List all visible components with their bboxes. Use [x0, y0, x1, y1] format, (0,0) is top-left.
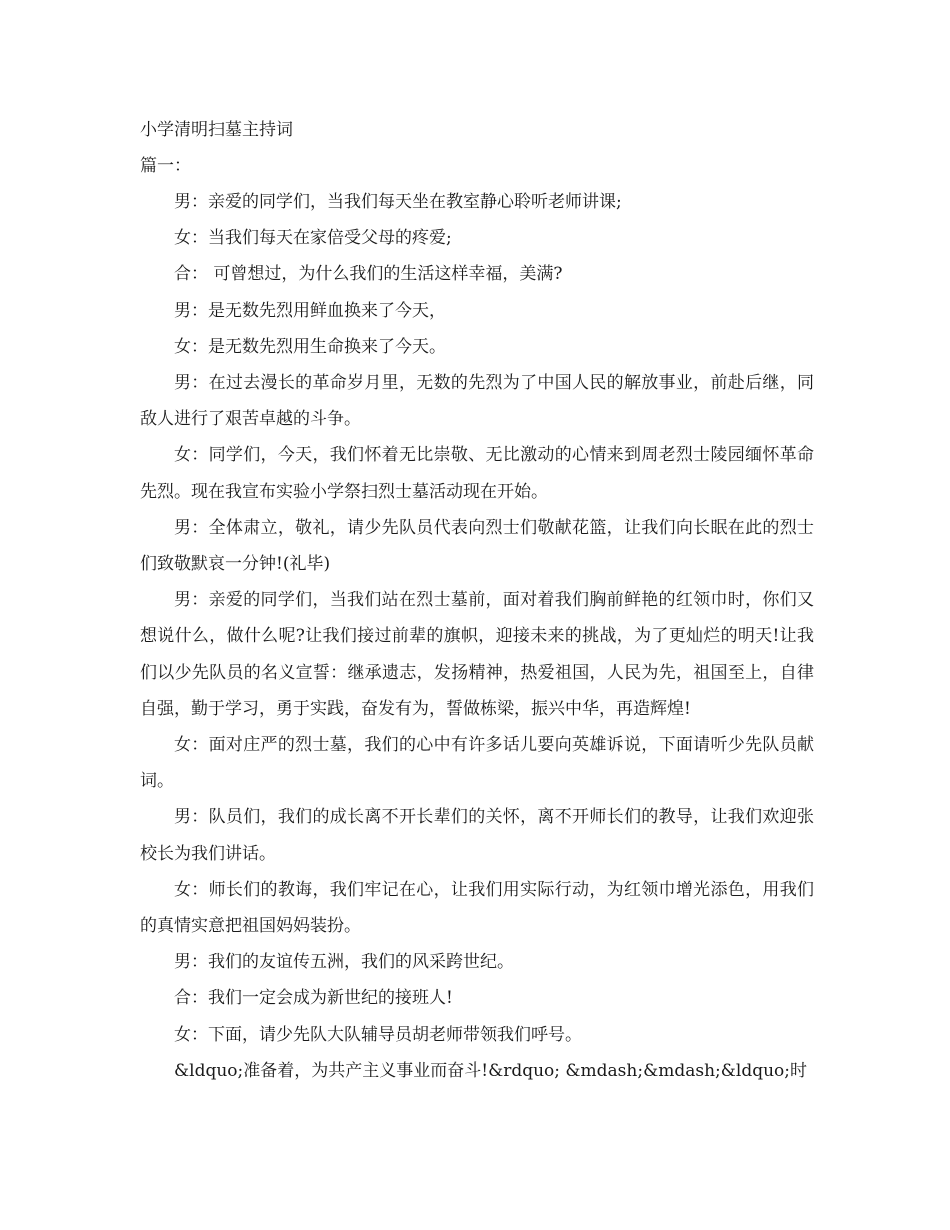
paragraph: 男：队员们，我们的成长离不开长辈们的关怀，离不开师长们的教导，让我们欢迎张校长为我们讲话。: [140, 807, 814, 864]
paragraph: 女：同学们，今天，我们怀着无比崇敬、无比激动的心情来到周老烈士陵园缅怀革命先烈。现在我宣布实验小学祭扫烈士墓活动现在开始。: [140, 445, 814, 502]
paragraph: 男：亲爱的同学们，当我们每天坐在教室静心聆听老师讲课;: [174, 192, 622, 212]
paragraph: 女：当我们每天在家倍受父母的疼爱;: [174, 228, 452, 249]
paragraph: 男：在过去漫长的革命岁月里，无数的先烈为了中国人民的解放事业，前赴后继，同敌人进行了艰苦卓越的斗争。: [140, 373, 814, 430]
section-heading: 篇一：: [140, 156, 191, 176]
paragraph: &ldquo;准备着，为共产主义事业而奋斗!&rdquo; &mdash;&mdash;&ldquo;时: [174, 1060, 808, 1081]
paragraph: 女：面对庄严的烈士墓，我们的心中有许多话儿要向英雄诉说，下面请听少先队员献词。: [140, 735, 814, 792]
paragraph: 合： 可曾想过，为什么我们的生活这样幸福，美满?: [174, 264, 563, 285]
paragraph: 合：我们一定会成为新世纪的接班人!: [174, 988, 453, 1009]
document-body: [140, 184, 814, 1089]
paragraph: 男：亲爱的同学们，当我们站在烈士墓前，面对着我们胸前鲜艳的红领巾时，你们又想说什么，做什么呢?让我们接过前辈的旗帜，迎接未来的挑战，为了更灿烂的明天!让我们以少先队员的名义宣誓：继承遗志，发扬精神，热爱祖国，人民为先，祖国至上，自律自强，勤于学习，勇于实践，奋发有为，誓做栋梁，振兴中华，再造辉煌!: [140, 590, 814, 719]
paragraph: 男：我们的友谊传五洲，我们的风采跨世纪。: [174, 952, 514, 973]
paragraph: 男：是无数先烈用鲜血换来了今天，: [174, 300, 446, 321]
paragraph: 女：是无数先烈用生命换来了今天。: [174, 336, 446, 357]
paragraph: 女：下面，请少先队大队辅导员胡老师带领我们呼号。: [174, 1024, 582, 1045]
paragraph: 男：全体肃立，敬礼，请少先队员代表向烈士们敬献花篮，让我们向长眠在此的烈士们致敬默哀一分钟!(礼毕): [140, 517, 814, 575]
document-title: 小学清明扫墓主持词: [140, 120, 293, 140]
paragraph: 女：师长们的教诲，我们牢记在心，让我们用实际行动，为红领巾增光添色，用我们的真情实意把祖国妈妈装扮。: [140, 879, 814, 937]
